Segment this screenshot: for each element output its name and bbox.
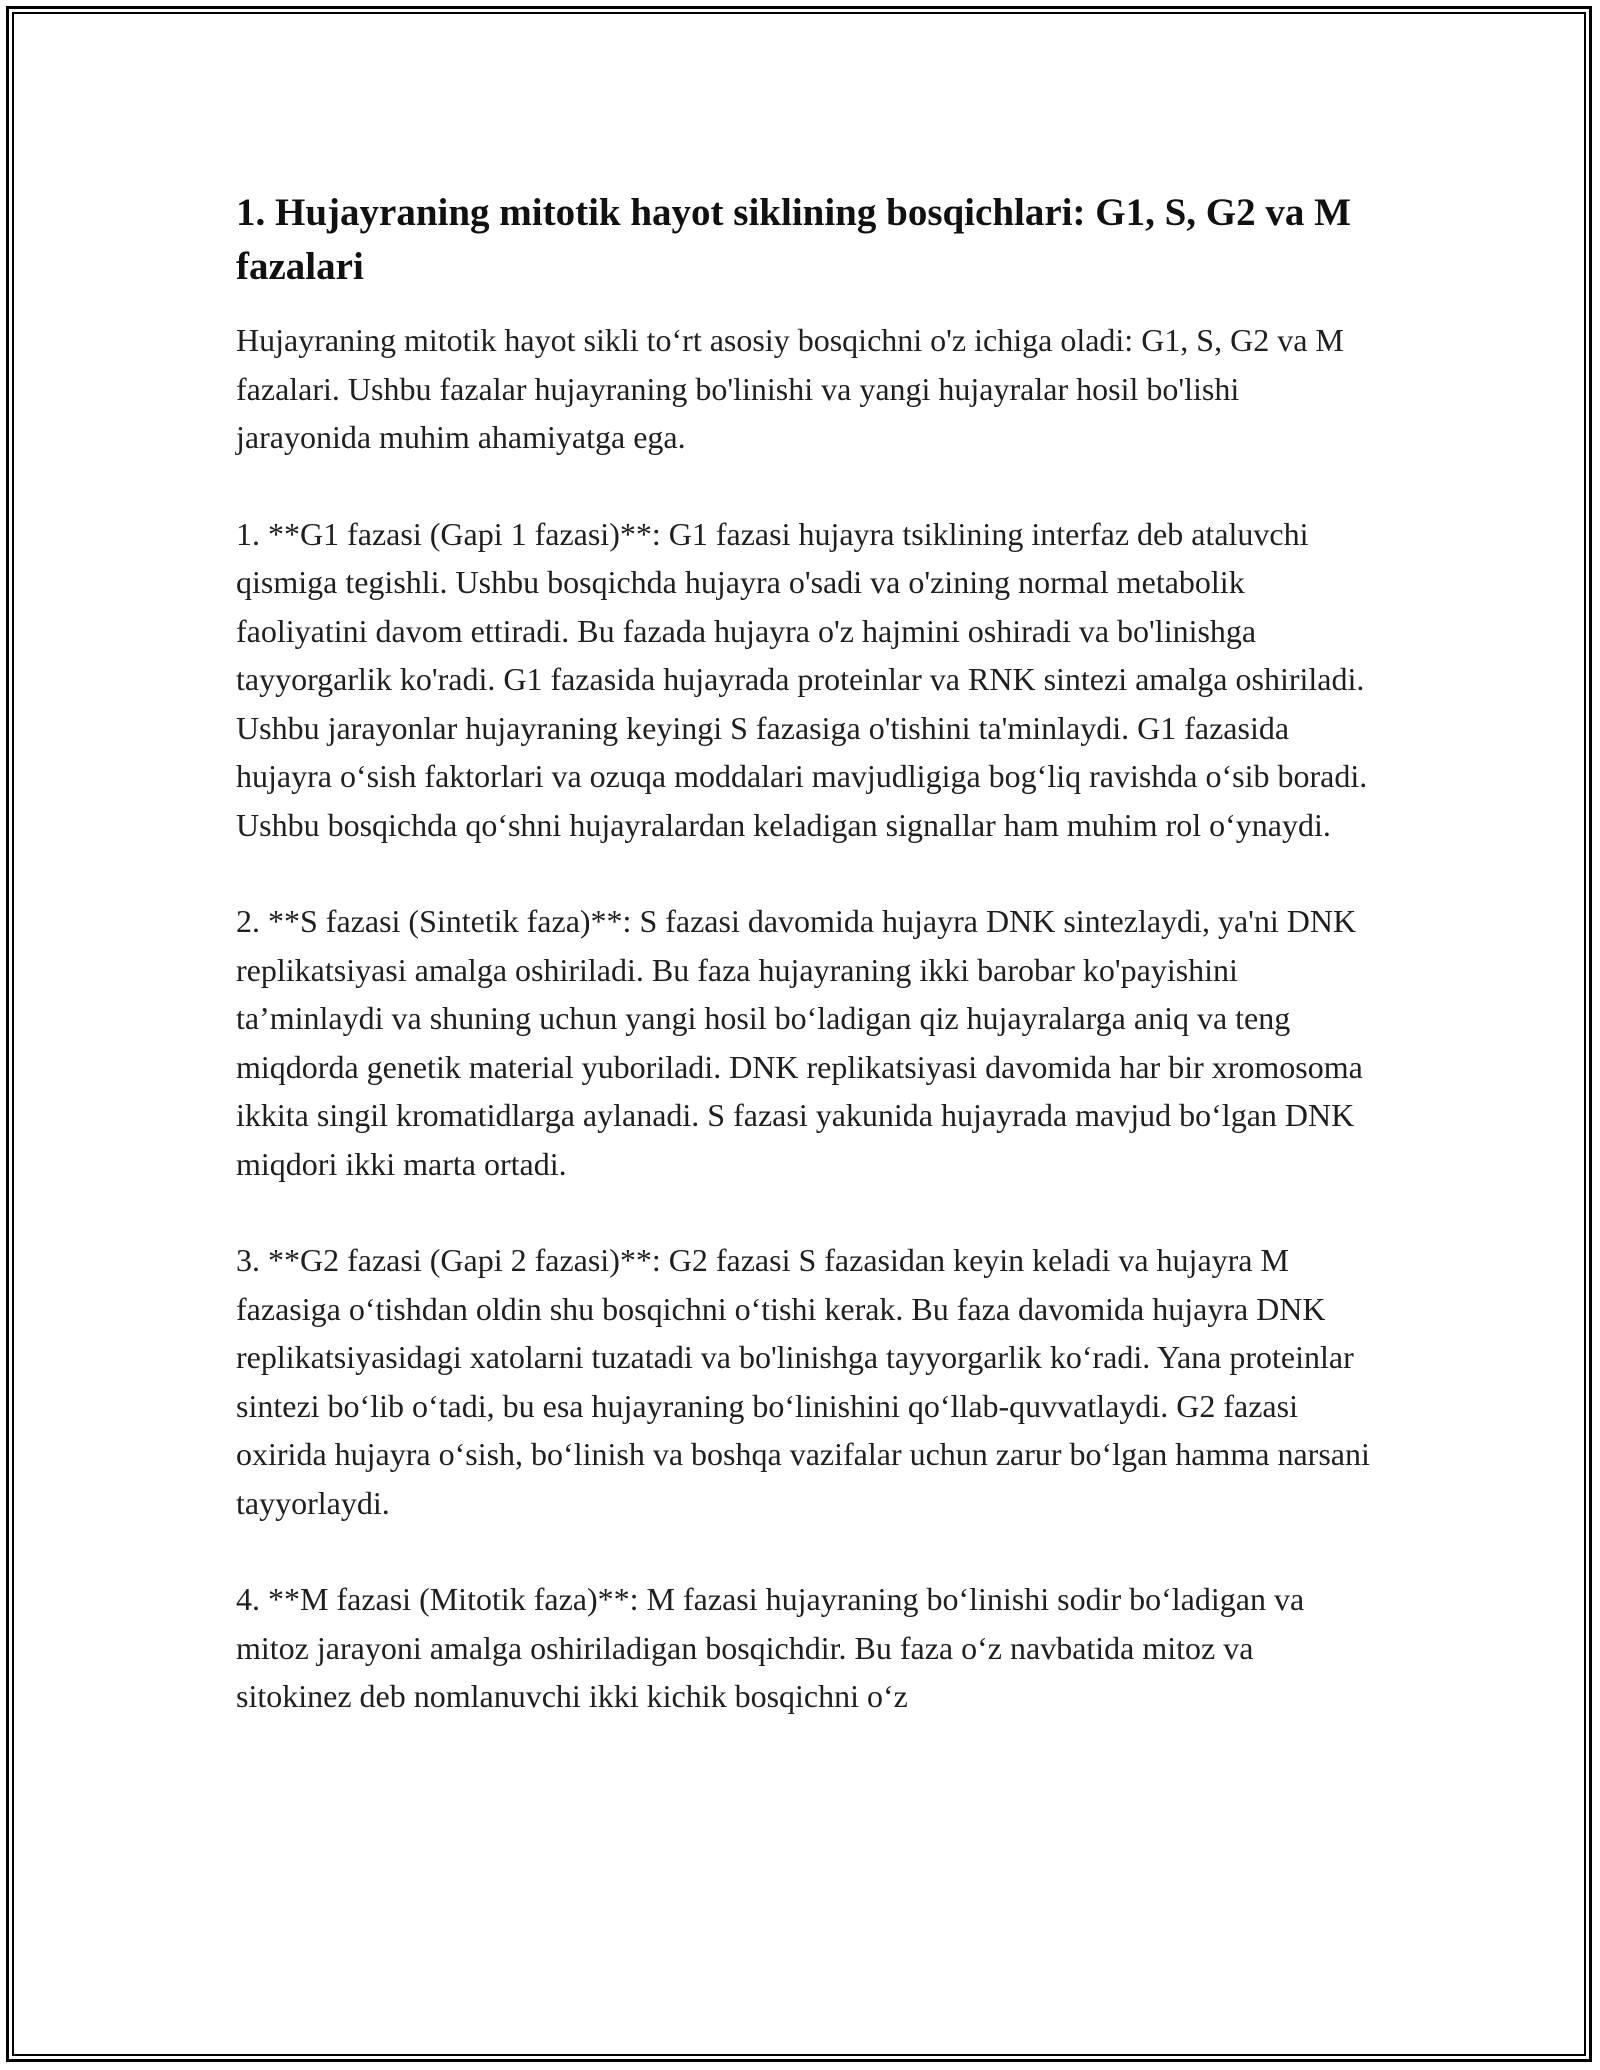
s-phase-paragraph: 2. **S fazasi (Sintetik faza)**: S fazasi davomida hujayra DNK sintezlaydi, ya'ni DNK replikatsiyasi amalga oshiriladi. Bu faza hujayraning ikki barobar ko'payishini ta’minlaydi va shuning uchun yangi hosil bo‘ladigan qiz hujayralarga aniq va teng miqdorda genetik material yuboriladi. DNK replikatsiyasi davomida har bir xromosoma ikkita singil kromatidlarga aylanadi. S fazasi yakunida hujayrada mavjud bo‘lgan DNK miqdori ikki marta ortadi.: [236, 903, 1363, 1182]
document-body: [236, 186, 1376, 1769]
m-phase-paragraph: 4. **M fazasi (Mitotik faza)**: M fazasi hujayraning bo‘linishi sodir bo‘ladigan va mitoz jarayoni amalga oshiriladigan bosqichdir. Bu faza o‘z navbatida mitoz va sitokinez deb nomlanuvchi ikki kichik bosqichni o‘z: [236, 1581, 1305, 1714]
g2-phase-paragraph: 3. **G2 fazasi (Gapi 2 fazasi)**: G2 fazasi S fazasidan keyin keladi va hujayra M fazasiga o‘tishdan oldin shu bosqichni o‘tishi kerak. Bu faza davomida hujayra DNK replikatsiyasidagi xatolarni tuzatadi va bo'linishga tayyorgarlik ko‘radi. Yana proteinlar sintezi bo‘lib o‘tadi, bu esa hujayraning bo‘linishini qo‘llab-quvvatlaydi. G2 fazasi oxirida hujayra o‘sish, bo‘linish va boshqa vazifalar uchun zarur bo‘lgan hamma narsani tayyorlaydi.: [236, 1242, 1370, 1521]
intro-paragraph: Hujayraning mitotik hayot sikli to‘rt asosiy bosqichni o'z ichiga oladi: G1, S, G2 va M fazalari. Ushbu fazalar hujayraning bo'linishi va yangi hujayralar hosil bo'lishi jarayonida muhim ahamiyatga ega.: [236, 322, 1344, 455]
document-title: 1. Hujayraning mitotik hayot siklining bosqichlari: G1, S, G2 va M fazalari: [236, 191, 1351, 288]
g1-phase-paragraph: 1. **G1 fazasi (Gapi 1 fazasi)**: G1 fazasi hujayra tsiklining interfaz deb ataluvchi qismiga tegishli. Ushbu bosqichda hujayra o'sadi va o'zining normal metabolik faoliyatini davom ettiradi. Bu fazada hujayra o'z hajmini oshiradi va bo'linishga tayyorgarlik ko'radi. G1 fazasida hujayrada proteinlar va RNK sintezi amalga oshiriladi. Ushbu jarayonlar hujayraning keyingi S fazasiga o'tishini ta'minlaydi. G1 fazasida hujayra o‘sish faktorlari va ozuqa moddalari mavjudligiga bog‘liq ravishda o‘sib boradi. Ushbu bosqichda qo‘shni hujayralardan keladigan signallar ham muhim rol o‘ynaydi.: [236, 515, 1368, 843]
